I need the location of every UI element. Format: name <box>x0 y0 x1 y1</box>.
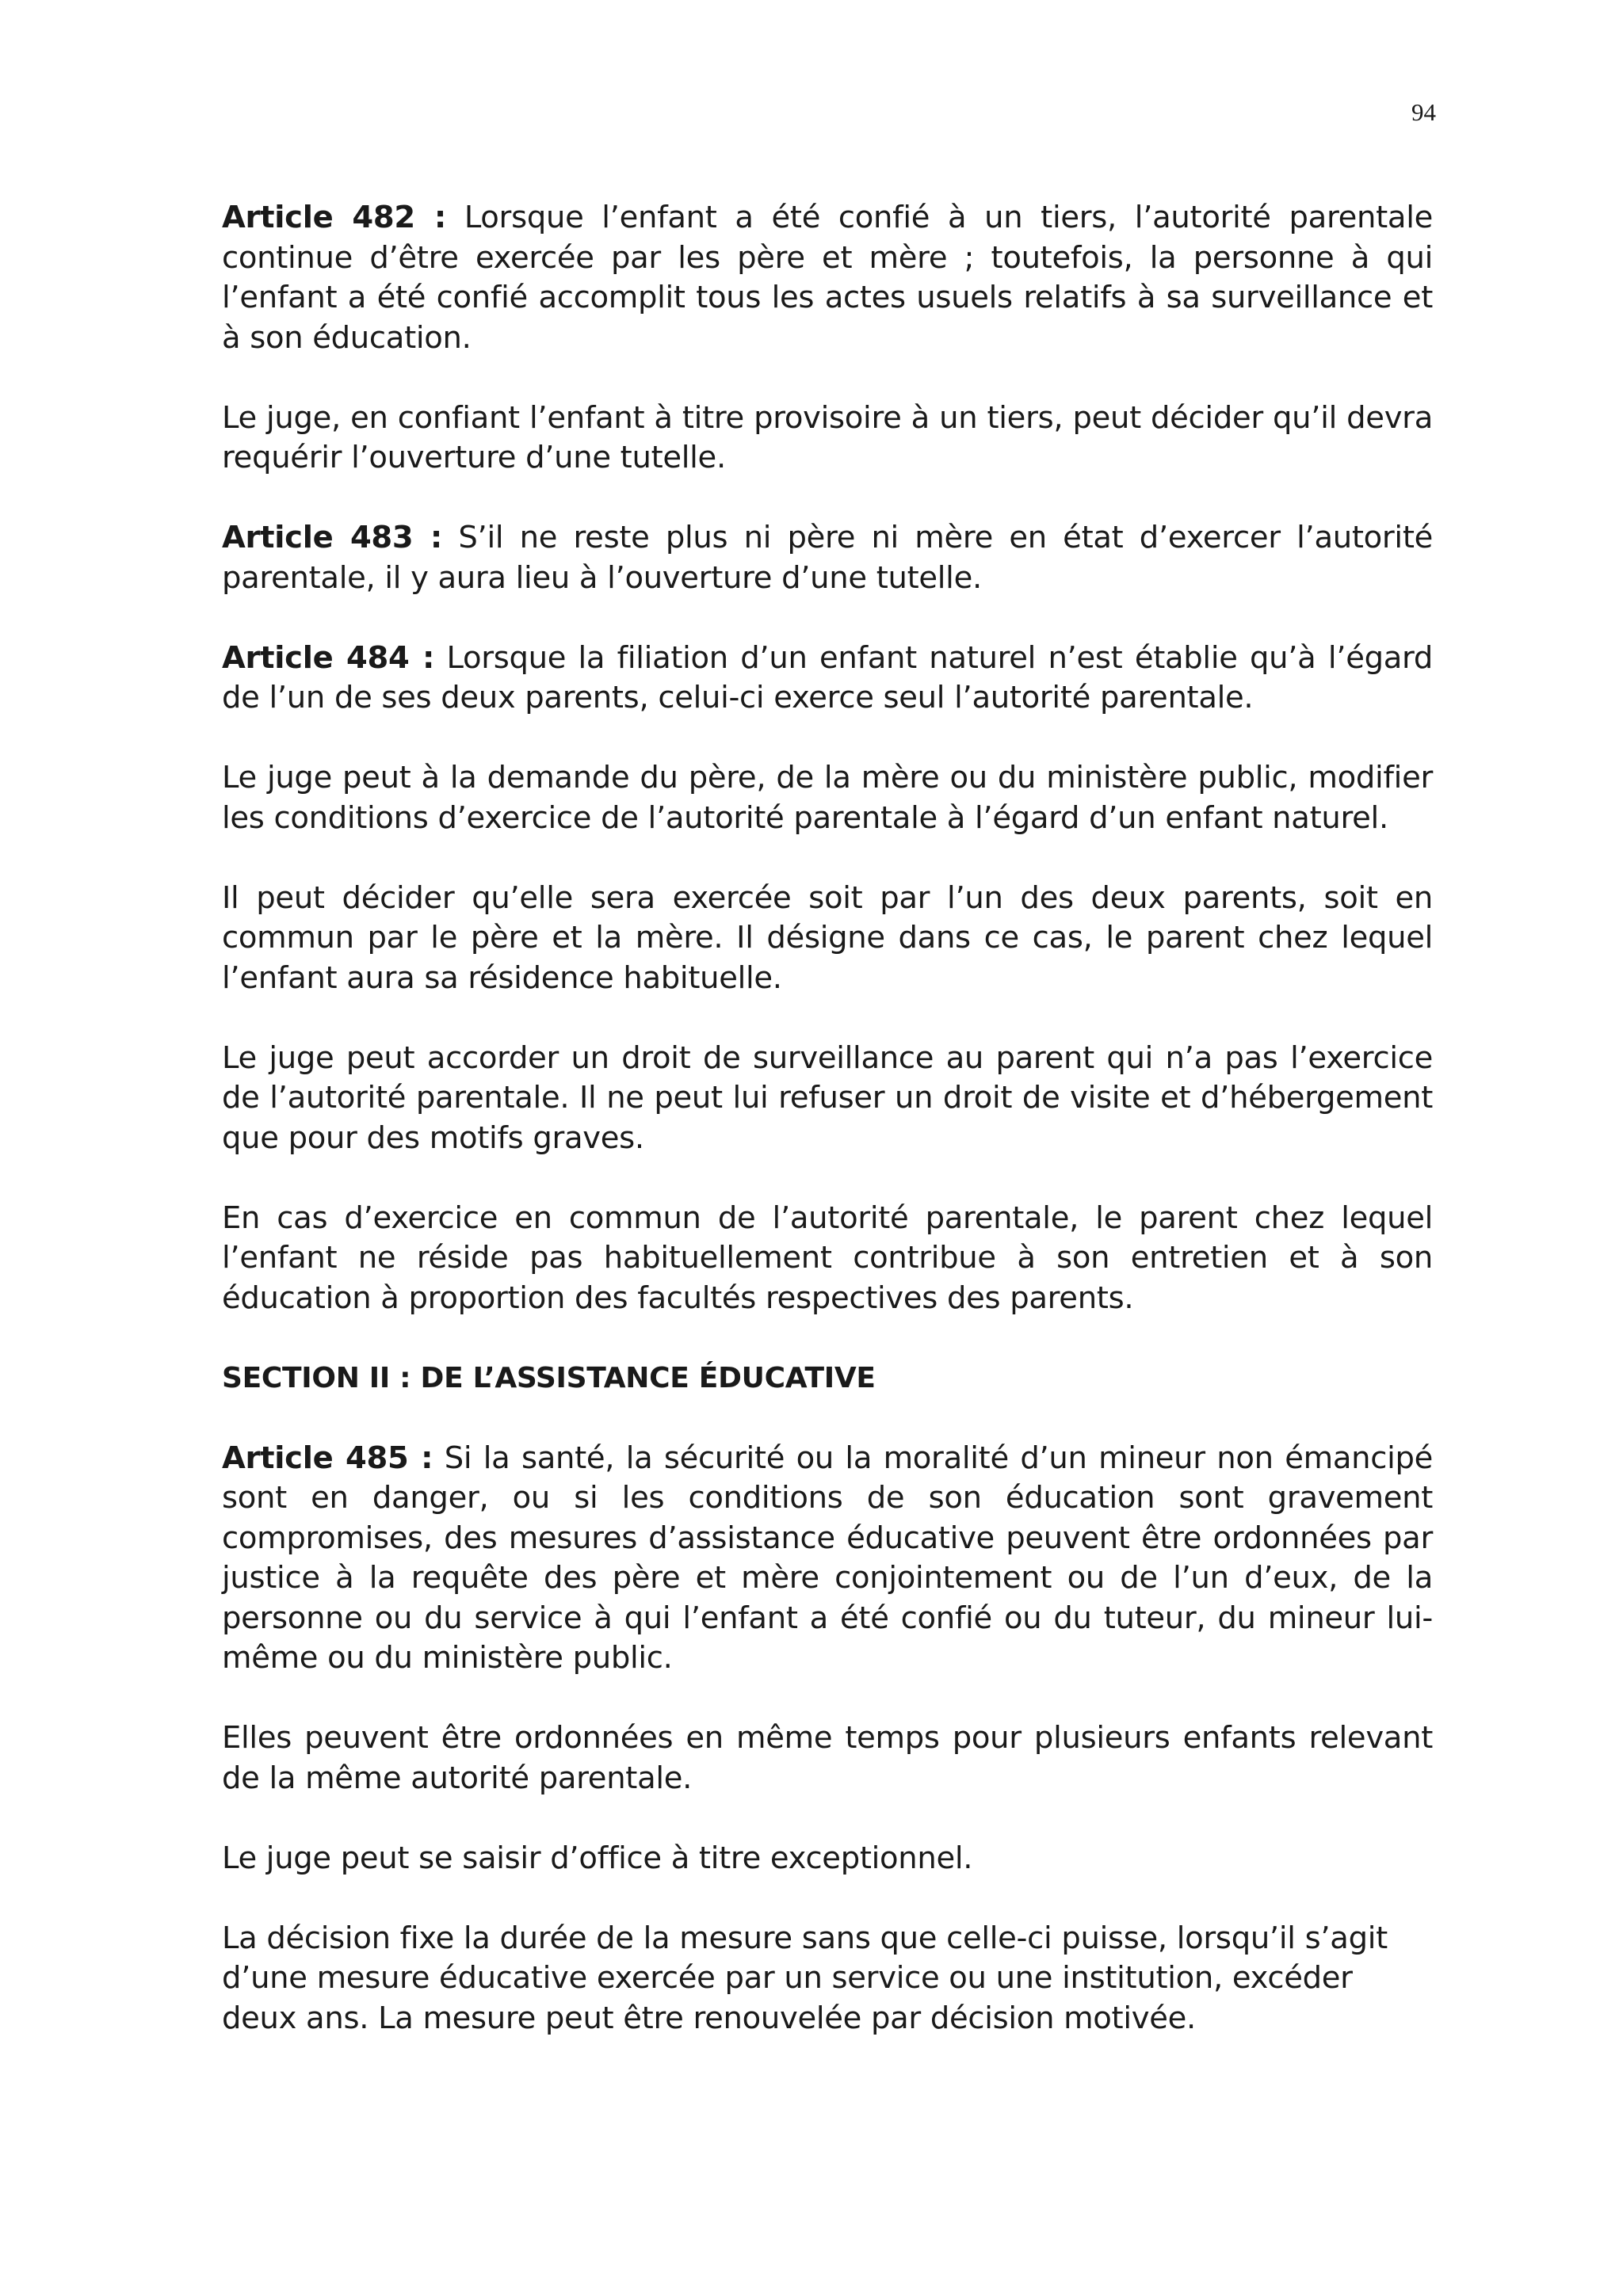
article-482-paragraph <box>222 198 1433 358</box>
article-484-paragraph-5: En cas d’exercice en commun de l’autorité parentale, le parent chez lequel l’enfant ne réside pas habituellement contribue à son entretien et à son éducation à proportion des facultés respectives des parents. <box>222 1199 1433 1316</box>
article-485-paragraph-4: La décision fixe la durée de la mesure sans que celle-ci puisse, lorsqu’il s’agit d’une mesure éducative exercée par un service ou une institution, excéder deux ans. La mesure peut être renouvelée par décision motivée. <box>222 1920 1388 2036</box>
article-484-paragraph-3: Il peut décider qu’elle sera exercée soit par l’un des deux parents, soit en commun par le père et la mère. Il désigne dans ce cas, le parent chez lequel l’enfant aura sa résidence habituelle. <box>222 879 1433 996</box>
article-484-label: Article 484 : <box>222 639 435 676</box>
document-body <box>222 198 1433 2079</box>
article-485-paragraph-2: Elles peuvent être ordonnées en même temps pour plusieurs enfants relevant de la même autorité parentale. <box>222 1720 1433 1796</box>
article-482-text: Lorsque l’enfant a été confié à un tiers, l’autorité parentale continue d’être exercée par les père et mère ; toutefois, la personne à qui l’enfant a été confié accomplit tous les actes usuels relatifs à sa surveillance et à son éducation. <box>222 200 1433 356</box>
article-485-text: Si la santé, la sécurité ou la moralité d’un mineur non émancipé sont en danger, ou si les conditions de son éducation sont gravement compromises, des mesures d’assistance éducative peuvent être ordonnées par justice à la requête des père et mère conjointement ou de l’un d’eux, de la personne ou du service à qui l’enfant a été confié ou du tuteur, du mineur lui-même ou du ministère public. <box>222 1440 1434 1676</box>
article-485-paragraph-3: Le juge peut se saisir d’office à titre exceptionnel. <box>222 1840 973 1876</box>
article-482-label: Article 482 : <box>222 200 446 235</box>
article-483-label: Article 483 : <box>222 520 443 555</box>
article-484-paragraph <box>222 639 1433 719</box>
article-482-paragraph-2: Le juge, en confiant l’enfant à titre provisoire à un tiers, peut décider qu’il devra requérir l’ouverture d’une tutelle. <box>222 399 1433 475</box>
article-484-paragraph-2: Le juge peut à la demande du père, de la mère ou du ministère public, modifier les conditions d’exercice de l’autorité parentale à l’égard d’un enfant naturel. <box>222 760 1433 836</box>
article-483-paragraph <box>222 518 1433 598</box>
page-number: 94 <box>1411 98 1436 126</box>
article-485-label: Article 485 : <box>222 1440 433 1476</box>
article-484-paragraph-4: Le juge peut accorder un droit de surveillance au parent qui n’a pas l’exercice de l’autorité parentale. Il ne peut lui refuser un droit de visite et d’hébergement que pour des motifs graves. <box>222 1039 1433 1156</box>
section-heading: SECTION II : DE L’ASSISTANCE ÉDUCATIVE <box>222 1361 876 1394</box>
article-483-text: S’il ne reste plus ni père ni mère en état d’exercer l’autorité parentale, il y aura lieu à l’ouverture d’une tutelle. <box>222 520 1433 596</box>
article-484-text: Lorsque la filiation d’un enfant naturel n’est établie qu’à l’égard de l’un de ses deux parents, celui-ci exerce seul l’autorité parentale. <box>222 639 1434 715</box>
article-485-paragraph <box>222 1439 1433 1679</box>
